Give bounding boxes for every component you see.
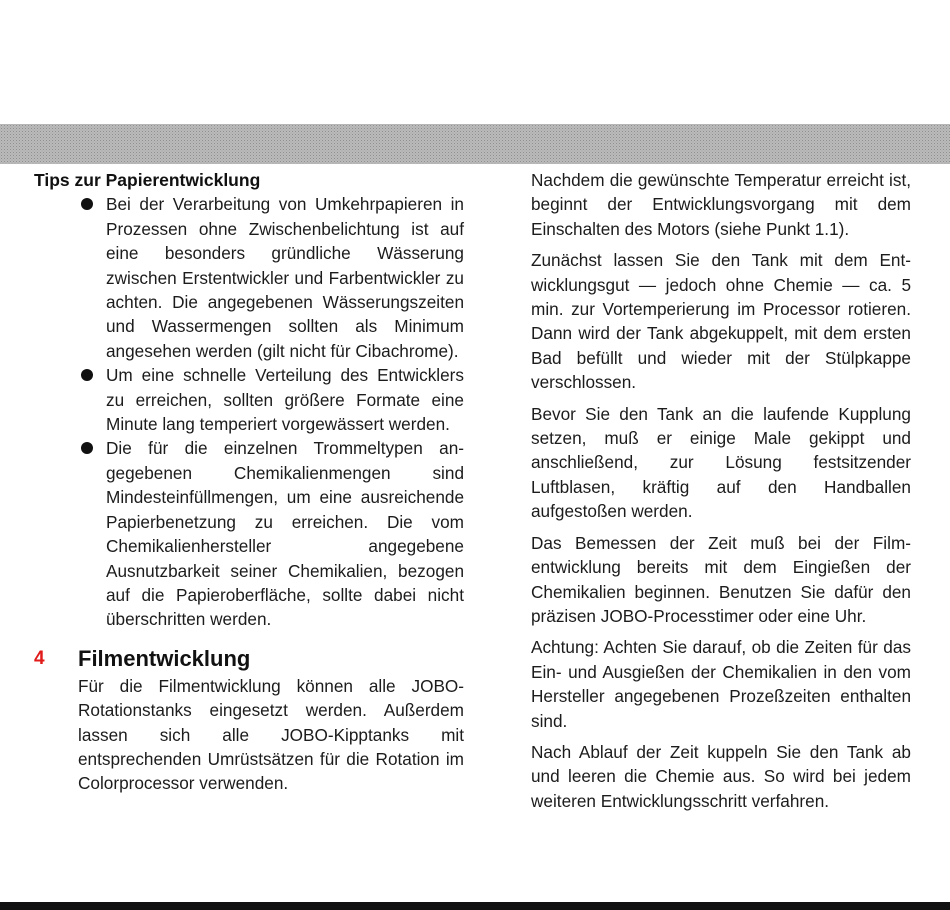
tips-list-item — [34, 192, 464, 363]
paragraph: Zunächst lassen Sie den Tank mit dem Entwicklungsgut — jedoch ohne Chemie — ca. 5 min. zur Vortemperierung im Processor rotieren. Dann wird der Tank abgekuppelt, mit dem ersten Bad befüllt und wieder mit der Stülpkappe verschlossen. — [531, 250, 911, 393]
section-heading — [34, 644, 464, 674]
dotted-header-band — [0, 124, 950, 164]
section-title: Filmentwicklung — [78, 645, 251, 671]
bullet-icon — [81, 198, 93, 210]
paragraph: Achtung: Achten Sie darauf, ob die Zeiten für das Ein- und Ausgießen der Chemikalien in den vom Hersteller angegebenen Prozeßzeiten enthalten sind. — [531, 637, 911, 731]
tip-text: Die für die einzelnen Trommeltypen angegebenen Chemikalienmengen sind Mindesteinfüllmengen, um eine ausreichende Papierbenetzung zu erreichen. Die vom Chemikalienhersteller angegebene Ausnutzbarkeit seiner Chemikalien, bezogen auf die Papieroberfläche, sollte dabei nicht überschritten werden. — [106, 438, 464, 630]
paragraph: Bevor Sie den Tank an die laufende Kupplung setzen, muß er einige Male gekippt und anschließend, zur Lösung festsitzender Luftblasen, kräftig auf den Handballen aufgestoßen werden. — [531, 403, 911, 522]
paragraph: Das Bemessen der Zeit muß bei der Filmentwicklung bereits mit dem Eingießen der Chemikalien beginnen. Benutzen Sie dafür den präzisen JOBO-Processtimer oder eine Uhr. — [531, 532, 911, 626]
section-number: 4 — [34, 647, 45, 669]
bullet-icon — [81, 369, 93, 381]
section-body — [34, 674, 464, 796]
tips-list-item — [34, 436, 464, 631]
tip-text: Bei der Verarbeitung von Umkehrpapieren in Prozessen ohne Zwischenbelichtung ist auf eine besonders gründliche Wässerung zwischen Erstentwickler und Farbentwickler zu achten. Die angegebenen Wässerungszeiten und Wassermengen sollten als Minimum angesehen werden (gilt nicht für Cibachrome). — [106, 194, 464, 361]
left-column — [34, 168, 464, 796]
paragraph: Nach Ablauf der Zeit kuppeln Sie den Tank ab und leeren die Chemie aus. So wird bei jedem weiteren Entwicklungsschritt verfahren. — [531, 741, 911, 811]
tips-list-item — [34, 363, 464, 436]
bullet-icon — [81, 442, 93, 454]
section-paragraph: Für die Filmentwicklung können alle JOBO-Rotationstanks eingesetzt werden. Außerdem lassen sich alle JOBO-Kipptanks mit entsprechenden Umrüstsätzen für die Rotation im Colorprocessor verwenden. — [78, 675, 464, 794]
bottom-rule — [0, 902, 950, 910]
tip-text: Um eine schnelle Verteilung des Entwicklers zu erreichen, sollten größere Formate eine Minute lang temperiert vorgewässert werden. — [106, 365, 464, 435]
tips-list — [34, 192, 464, 631]
tips-heading: Tips zur Papierentwicklung — [34, 170, 261, 190]
right-column — [531, 168, 911, 820]
paragraph: Nachdem die gewünschte Temperatur erreicht ist, beginnt der Entwicklungsvorgang mit dem Einschalten des Motors (siehe Punkt 1.1). — [531, 170, 911, 239]
